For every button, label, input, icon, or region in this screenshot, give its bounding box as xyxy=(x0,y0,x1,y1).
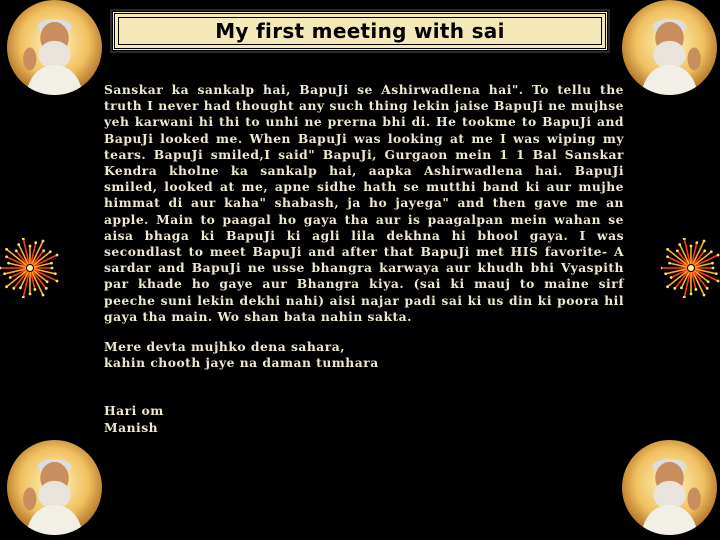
firework-icon-left xyxy=(0,238,60,298)
verse-line-2: kahin chooth jaye na daman tumhara xyxy=(104,355,379,371)
page-title: My first meeting with sai xyxy=(215,19,505,43)
portrait-bottom-right xyxy=(622,440,717,535)
portrait-top-right xyxy=(622,0,717,95)
portrait-top-left xyxy=(7,0,102,95)
verse-line-1: Mere devta mujhko dena sahara, xyxy=(104,339,345,355)
main-paragraph: Sanskar ka sankalp hai, BapuJi se Ashirwadlena hai". To tellu the truth I never had thought any such thing lekin jaise BapuJi ne mujhse yeh karwani hi thi to unhi ne prerna bhi di. He tookme to BapuJi and BapuJi looked me. When BapuJi was looking at me I was wiping my tears. BapuJi smiled,I said" BapuJi, Gurgaon mein 1 1 Bal Sanskar Kendra kholne ka sankalp hai, aapka Ashirwadlena hai. BapuJi smiled, looked at me, apne sidhe hath se mutthi band ki aur mujhe himmat di aur kaha" shabash, ja ho jayega" and then gave me an apple. Main to paagal ho gaya tha aur is paagalpan mein wahan se aisa bhaga ki BapuJi ki agli lila dekhna hi bhool gaya. I was secondlast to meet BapuJi and after that BapuJi met HIS favorite- A sardar and BapuJi ne usse bhangra karwaya aur khudh bhi Vyaspith par khade ho gaye aur Bhangra kiya. (sai ki mauj to maine sirf peeche suni lekin dekhi nahi) aisi najar padi sai ki us din ki poora hil gaya tha main. Wo shan bata nahin sakta. xyxy=(104,82,624,324)
letter-body xyxy=(104,82,624,436)
title-banner xyxy=(112,11,608,51)
signoff-greeting: Hari om xyxy=(104,403,164,419)
signoff-name: Manish xyxy=(104,419,159,435)
firework-icon-right xyxy=(661,238,720,298)
portrait-bottom-left xyxy=(7,440,102,535)
